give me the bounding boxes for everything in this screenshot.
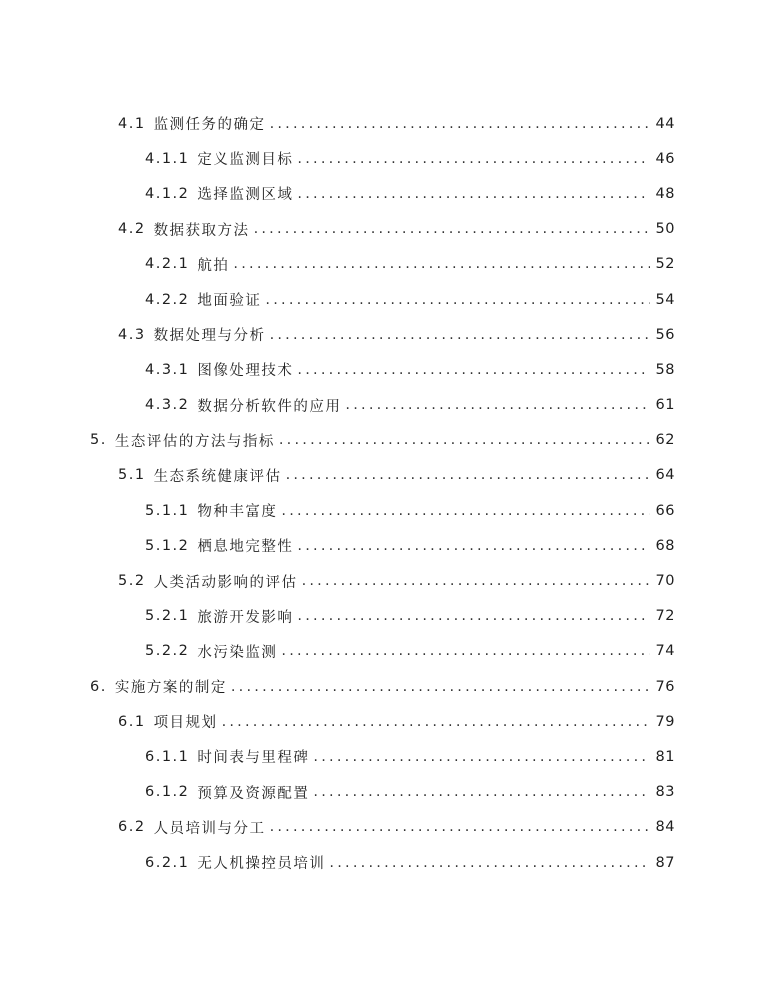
toc-entry[interactable]: [0, 212, 765, 247]
toc-entry-page-number: 56: [655, 326, 675, 343]
toc-entry[interactable]: [0, 247, 765, 282]
toc-entry-title: 实施方案的制定: [114, 680, 227, 697]
toc-dot-leader: [345, 397, 649, 413]
toc-entry-page-number: 48: [655, 185, 675, 202]
toc-entry-title: 数据处理与分析: [153, 328, 266, 345]
toc-entry-page-number: 87: [655, 854, 675, 871]
toc-dot-leader: [281, 503, 649, 519]
toc-entry-title: 项目规划: [153, 715, 218, 732]
toc-entry-title: 航拍: [197, 257, 230, 274]
toc-entry-page-number: 50: [655, 221, 675, 238]
toc-entry-page-number: 61: [655, 397, 675, 414]
toc-entry[interactable]: [0, 106, 765, 141]
toc-entry-number: 6.1: [118, 713, 146, 730]
toc-entry-number: 5.1: [118, 467, 146, 484]
toc-entry[interactable]: [0, 775, 765, 810]
toc-entry-title: 数据获取方法: [153, 222, 250, 239]
toc-entry-title: 选择监测区域: [197, 187, 294, 204]
toc-entry-number: 4.3.2: [145, 397, 190, 414]
toc-dot-leader: [254, 221, 650, 237]
toc-entry[interactable]: [0, 845, 765, 880]
toc-dot-leader: [222, 714, 650, 730]
toc-entry-title: 生态评估的方法与指标: [114, 433, 275, 450]
toc-entry-number: 5.1.2: [145, 537, 190, 554]
toc-entry[interactable]: [0, 458, 765, 493]
toc-entry-page-number: 83: [655, 784, 675, 801]
toc-entry-page-number: 70: [655, 573, 675, 590]
toc-entry[interactable]: [0, 141, 765, 176]
toc-entry-title: 栖息地完整性: [197, 539, 294, 556]
toc-dot-leader: [329, 855, 649, 871]
toc-entry-number: 5.2: [118, 573, 146, 590]
toc-dot-leader: [231, 679, 650, 695]
toc-entry-title: 定义监测目标: [197, 152, 294, 169]
toc-entry[interactable]: [0, 810, 765, 845]
toc-entry-page-number: 74: [655, 643, 675, 660]
toc-entry[interactable]: [0, 563, 765, 598]
toc-entry-title: 水污染监测: [197, 644, 278, 661]
toc-entry-number: 4.1.2: [145, 185, 190, 202]
toc-dot-leader: [281, 643, 649, 659]
toc-entry[interactable]: [0, 528, 765, 563]
toc-entry-page-number: 66: [655, 502, 675, 519]
toc-entry-number: 4.1: [118, 115, 146, 132]
toc-entry-number: 4.1.1: [145, 150, 190, 167]
toc-dot-leader: [270, 819, 650, 835]
toc-entry-number: 6.2: [118, 819, 146, 836]
toc-dot-leader: [297, 538, 649, 554]
toc-entry[interactable]: [0, 317, 765, 352]
toc-entry-title: 人员培训与分工: [153, 820, 266, 837]
toc-dot-leader: [270, 116, 650, 132]
toc-entry[interactable]: [0, 599, 765, 634]
toc-entry-title: 人类活动影响的评估: [153, 574, 298, 591]
toc-entry-page-number: 79: [655, 713, 675, 730]
toc-dot-leader: [297, 186, 649, 202]
toc-dot-leader: [297, 608, 649, 624]
toc-entry[interactable]: [0, 634, 765, 669]
toc-entry[interactable]: [0, 388, 765, 423]
toc-entry-number: 4.2.1: [145, 256, 190, 273]
table-of-contents: [0, 106, 765, 880]
toc-entry[interactable]: [0, 493, 765, 528]
toc-dot-leader: [270, 327, 650, 343]
toc-entry-number: 6.: [90, 678, 107, 695]
toc-entry[interactable]: [0, 739, 765, 774]
toc-entry-title: 物种丰富度: [197, 504, 278, 521]
toc-entry-page-number: 84: [655, 819, 675, 836]
toc-entry[interactable]: [0, 704, 765, 739]
toc-entry-number: 5.2.2: [145, 643, 190, 660]
toc-entry-number: 4.2.2: [145, 291, 190, 308]
toc-entry-page-number: 72: [655, 608, 675, 625]
toc-entry[interactable]: [0, 282, 765, 317]
toc-entry-page-number: 76: [655, 678, 675, 695]
toc-entry-number: 6.1.2: [145, 784, 190, 801]
toc-dot-leader: [302, 573, 650, 589]
toc-entry-number: 6.2.1: [145, 854, 190, 871]
toc-entry-title: 数据分析软件的应用: [197, 398, 342, 415]
toc-entry-page-number: 68: [655, 537, 675, 554]
toc-dot-leader: [313, 784, 649, 800]
toc-entry-number: 4.2: [118, 221, 146, 238]
toc-entry-page-number: 58: [655, 361, 675, 378]
toc-entry-title: 时间表与里程碑: [197, 750, 310, 767]
toc-entry-number: 5.1.1: [145, 502, 190, 519]
toc-dot-leader: [297, 362, 649, 378]
toc-entry-title: 旅游开发影响: [197, 609, 294, 626]
toc-entry-number: 5.2.1: [145, 608, 190, 625]
toc-entry-page-number: 64: [655, 467, 675, 484]
toc-dot-leader: [233, 256, 649, 272]
toc-entry-title: 生态系统健康评估: [153, 468, 282, 485]
toc-dot-leader: [297, 151, 649, 167]
toc-entry-title: 预算及资源配置: [197, 785, 310, 802]
toc-entry-number: 4.3.1: [145, 361, 190, 378]
toc-entry[interactable]: [0, 669, 765, 704]
toc-entry-page-number: 62: [655, 432, 675, 449]
toc-dot-leader: [279, 432, 650, 448]
toc-entry-page-number: 54: [655, 291, 675, 308]
toc-entry[interactable]: [0, 423, 765, 458]
toc-entry-title: 无人机操控员培训: [197, 856, 326, 873]
toc-entry-page-number: 44: [655, 115, 675, 132]
toc-entry-number: 4.3: [118, 326, 146, 343]
toc-dot-leader: [265, 292, 649, 308]
toc-dot-leader: [286, 467, 650, 483]
toc-entry-title: 监测任务的确定: [153, 117, 266, 134]
toc-entry-number: 6.1.1: [145, 748, 190, 765]
toc-entry-number: 5.: [90, 432, 107, 449]
toc-entry-title: 图像处理技术: [197, 363, 294, 380]
toc-entry[interactable]: [0, 352, 765, 387]
toc-entry-page-number: 46: [655, 150, 675, 167]
toc-entry-page-number: 81: [655, 748, 675, 765]
toc-entry-page-number: 52: [655, 256, 675, 273]
toc-entry-title: 地面验证: [197, 293, 262, 310]
toc-dot-leader: [313, 749, 649, 765]
toc-entry[interactable]: [0, 176, 765, 211]
